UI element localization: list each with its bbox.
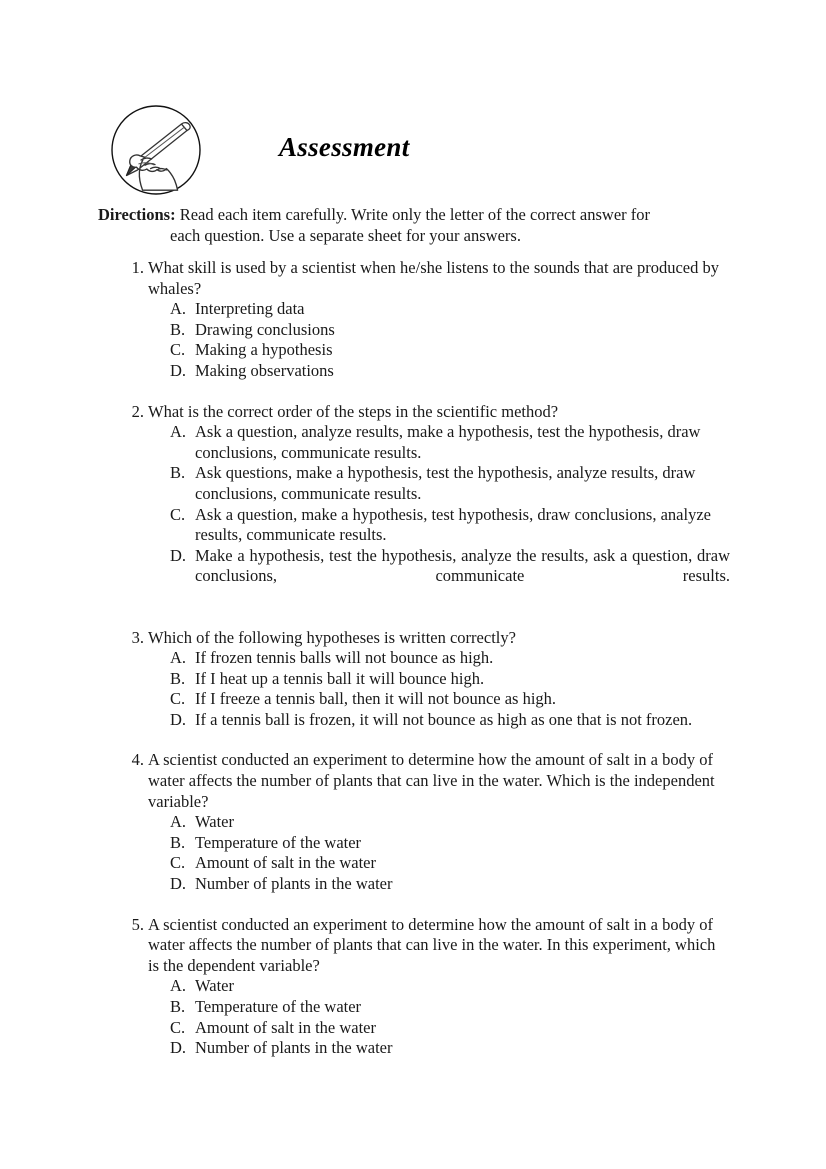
question-text: What is the correct order of the steps in the scientific method? bbox=[148, 401, 559, 421]
option-row[interactable] bbox=[98, 874, 730, 895]
option-letter: A. bbox=[170, 648, 187, 668]
option-letter: C. bbox=[170, 853, 186, 873]
option-text: Amount of salt in the water bbox=[195, 1017, 377, 1037]
question-text: Which of the following hypotheses is written correctly? bbox=[148, 627, 516, 647]
option-letter: B. bbox=[170, 463, 186, 483]
option-list bbox=[98, 648, 730, 730]
option-letter: A. bbox=[170, 976, 187, 996]
page-header bbox=[98, 104, 738, 204]
option-letter: B. bbox=[170, 832, 186, 852]
question-text: What skill is used by a scientist when he/she listens to the sounds that are produced by whales? bbox=[148, 258, 719, 298]
question-row bbox=[98, 628, 730, 649]
question-block bbox=[98, 628, 730, 731]
question-block bbox=[98, 402, 730, 608]
option-text: Temperature of the water bbox=[195, 832, 362, 852]
option-letter: B. bbox=[170, 668, 186, 688]
option-letter: D. bbox=[170, 709, 187, 729]
option-text: Making observations bbox=[195, 360, 334, 380]
question-number: 2. bbox=[131, 401, 144, 421]
question-number: 5. bbox=[131, 914, 144, 934]
option-text: Make a hypothesis, test the hypothesis, analyze the results, ask a question, draw conclusions, communicate results. bbox=[195, 545, 730, 586]
option-row[interactable] bbox=[98, 853, 730, 874]
option-row[interactable] bbox=[98, 320, 730, 341]
option-text: Ask a question, analyze results, make a hypothesis, test the hypothesis, draw conclusions, communicate results. bbox=[195, 422, 701, 462]
option-list bbox=[98, 299, 730, 381]
option-text: Drawing conclusions bbox=[195, 319, 335, 339]
directions bbox=[98, 204, 730, 246]
option-row[interactable] bbox=[98, 689, 730, 710]
directions-line-2: each question. Use a separate sheet for your answers. bbox=[170, 226, 521, 245]
option-text: Water bbox=[195, 976, 234, 996]
question-number: 3. bbox=[131, 627, 144, 647]
question-row bbox=[98, 258, 730, 299]
question-text: A scientist conducted an experiment to determine how the amount of salt in a body of water affects the number of plants that can live in the water. In this experiment, which is the dependent variable? bbox=[148, 914, 716, 975]
option-text: Ask a question, make a hypothesis, test hypothesis, draw conclusions, analyze results, communicate results. bbox=[195, 504, 711, 545]
directions-line-1: Read each item carefully. Write only the letter of the correct answer for bbox=[179, 205, 651, 224]
question-block bbox=[98, 750, 730, 894]
option-row[interactable] bbox=[98, 833, 730, 854]
option-list bbox=[98, 812, 730, 894]
option-row[interactable] bbox=[98, 546, 730, 608]
option-list bbox=[98, 976, 730, 1058]
option-text: Making a hypothesis bbox=[195, 340, 333, 360]
option-text: Temperature of the water bbox=[195, 997, 362, 1016]
question-number: 1. bbox=[131, 258, 144, 277]
option-letter: C. bbox=[170, 340, 186, 360]
option-letter: A. bbox=[170, 299, 187, 319]
option-row[interactable] bbox=[98, 669, 730, 690]
option-row[interactable] bbox=[98, 1038, 730, 1059]
option-letter: D. bbox=[170, 545, 187, 565]
question-list bbox=[98, 258, 730, 1059]
option-text: Water bbox=[195, 812, 234, 832]
option-text: If frozen tennis balls will not bounce as high. bbox=[195, 648, 494, 668]
option-row[interactable] bbox=[98, 1018, 730, 1039]
option-row[interactable] bbox=[98, 976, 730, 997]
option-row[interactable] bbox=[98, 710, 730, 731]
option-letter: D. bbox=[170, 874, 187, 894]
option-text: If a tennis ball is frozen, it will not bounce as high as one that is not frozen. bbox=[195, 709, 693, 729]
option-row[interactable] bbox=[98, 340, 730, 361]
option-letter: A. bbox=[170, 812, 187, 832]
hand-writing-pencil-icon bbox=[110, 104, 202, 196]
option-text: Number of plants in the water bbox=[195, 874, 393, 894]
option-letter: D. bbox=[170, 1038, 187, 1058]
option-text: Number of plants in the water bbox=[195, 1038, 393, 1058]
option-letter: C. bbox=[170, 1017, 186, 1037]
question-block bbox=[98, 915, 730, 1059]
option-text: If I freeze a tennis ball, then it will not bounce as high. bbox=[195, 689, 557, 709]
option-letter: B. bbox=[170, 319, 186, 339]
option-list bbox=[98, 422, 730, 607]
option-row[interactable] bbox=[98, 648, 730, 669]
option-letter: C. bbox=[170, 689, 186, 709]
option-letter: A. bbox=[170, 422, 187, 442]
option-text: If I heat up a tennis ball it will bounce high. bbox=[195, 668, 485, 688]
option-row[interactable] bbox=[98, 997, 730, 1018]
question-row bbox=[98, 750, 730, 812]
option-row[interactable] bbox=[98, 463, 730, 504]
option-text: Amount of salt in the water bbox=[195, 853, 377, 873]
option-letter: D. bbox=[170, 360, 187, 380]
option-row[interactable] bbox=[98, 361, 730, 382]
option-text: Interpreting data bbox=[195, 299, 305, 319]
question-text: A scientist conducted an experiment to determine how the amount of salt in a body of water affects the number of plants that can live in the water. Which is the independent variable? bbox=[148, 750, 715, 811]
option-letter: C. bbox=[170, 504, 186, 524]
question-block bbox=[98, 258, 730, 382]
option-row[interactable] bbox=[98, 505, 730, 546]
option-row[interactable] bbox=[98, 299, 730, 320]
question-number: 4. bbox=[131, 750, 144, 770]
page-title: Assessment bbox=[279, 132, 410, 162]
option-letter: B. bbox=[170, 997, 186, 1016]
question-row bbox=[98, 402, 730, 423]
option-row[interactable] bbox=[98, 812, 730, 833]
directions-label: Directions: bbox=[98, 205, 176, 224]
option-text: Ask questions, make a hypothesis, test the hypothesis, analyze results, draw conclusions, communicate results. bbox=[195, 463, 696, 503]
question-row bbox=[98, 915, 730, 977]
option-row[interactable] bbox=[98, 422, 730, 463]
